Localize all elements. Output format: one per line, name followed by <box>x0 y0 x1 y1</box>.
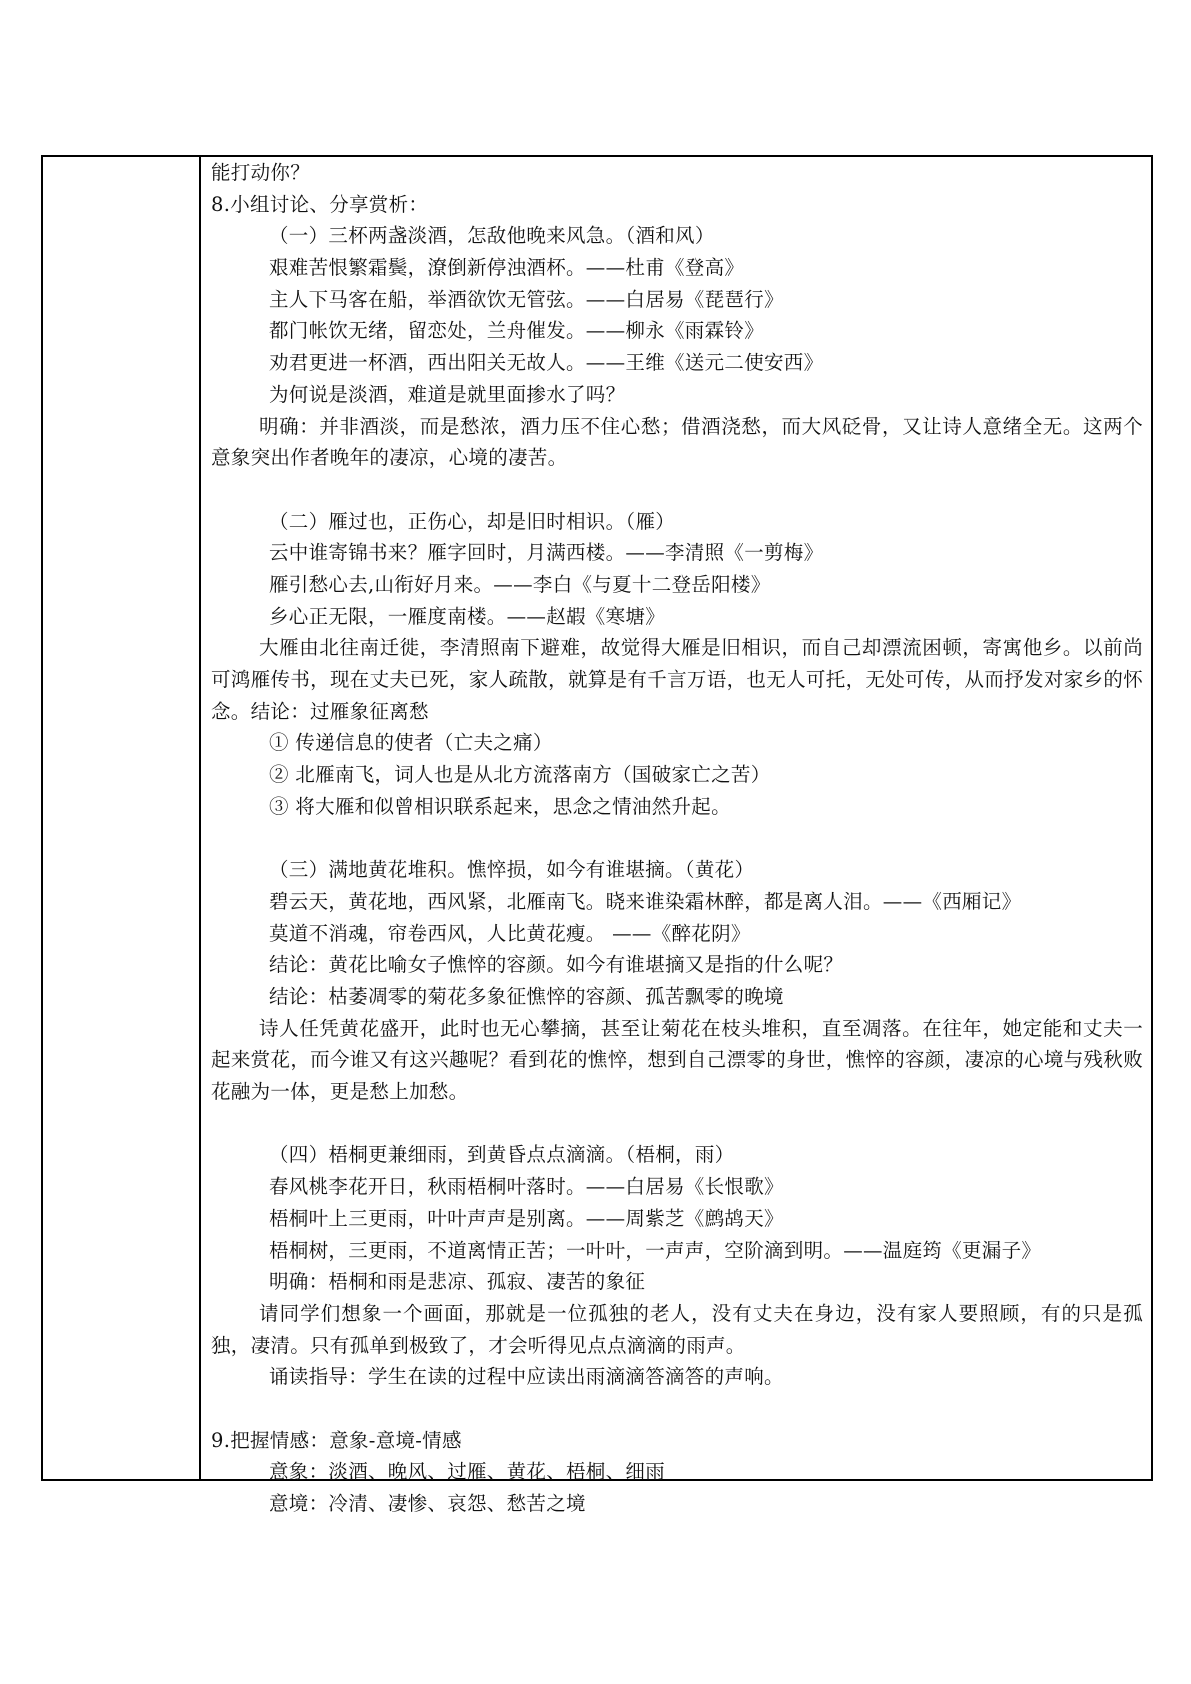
spacer <box>211 1393 1143 1425</box>
conclusion-text: 结论：枯萎凋零的菊花多象征憔悴的容颜、孤苦飘零的晚境 <box>269 984 784 1008</box>
clarification-text: 明确：梧桐和雨是悲凉、孤寂、凄苦的象征 <box>269 1270 646 1294</box>
table-content-cell <box>201 157 1151 1516</box>
reading-guide-text: 诵读指导：学生在读的过程中应读出雨滴滴答滴答的声响。 <box>269 1365 784 1389</box>
list-item: ② 北雁南飞，词人也是从北方流落南方（国破家亡之苦） <box>269 763 771 787</box>
poem-quote: 雁引愁心去,山衔好月来。——李白《与夏十二登岳阳楼》 <box>269 572 771 596</box>
section-heading: 8.小组讨论、分享赏析： <box>211 192 429 216</box>
poem-quote: 主人下马客在船，举酒欲饮无管弦。——白居易《琵琶行》 <box>269 287 784 311</box>
paragraph-text: 请同学们想象一个画面，那就是一位孤独的老人，没有丈夫在身边，没有家人要照顾，有的只是孤独，凄清。只有孤单到极致了，才会听得见点点滴滴的雨声。 <box>211 1301 1143 1357</box>
poem-quote: 碧云天，黄花地，西风紧，北雁南飞。晓来谁染霜林醉，都是离人泪。——《西厢记》 <box>269 889 1022 913</box>
text-line: 能打动你？ <box>211 161 311 184</box>
subheading-yellow-flowers: （三）满地黄花堆积。憔悴损，如今有谁堪摘。（黄花） <box>269 858 755 882</box>
poem-quote: 梧桐树，三更雨，不道离情正苦；一叶叶，一声声，空阶滴到明。——温庭筠《更漏子》 <box>269 1238 1042 1262</box>
poem-quote: 梧桐叶上三更雨，叶叶声声是别离。——周紫芝《鹧鸪天》 <box>269 1206 784 1230</box>
subheading-goose: （二）雁过也，正伤心，却是旧时相识。（雁） <box>269 509 676 533</box>
poem-quote: 劝君更进一杯酒，西出阳关无故人。——王维《送元二使安西》 <box>269 351 824 375</box>
poem-quote: 云中谁寄锦书来？雁字回时，月满西楼。——李清照《一剪梅》 <box>269 541 824 565</box>
list-item: ① 传递信息的使者（亡夫之痛） <box>269 731 553 755</box>
list-item: ③ 将大雁和似曾相识联系起来，思念之情油然升起。 <box>269 794 731 818</box>
spacer <box>211 474 1143 506</box>
subheading-wine-wind: （一）三杯两盏淡酒，怎敌他晚来风急。（酒和风） <box>269 224 715 248</box>
poem-quote: 乡心正无限，一雁度南楼。——赵嘏《寒塘》 <box>269 604 666 628</box>
spacer <box>211 823 1143 855</box>
poem-quote: 莫道不消魂，帘卷西风，人比黄花瘦。 ——《醉花阴》 <box>269 921 751 945</box>
conclusion-text: 结论：黄花比喻女子憔悴的容颜。如今有谁堪摘又是指的什么呢？ <box>269 953 844 977</box>
question-text: 为何说是淡酒，难道是就里面掺水了吗？ <box>269 382 626 406</box>
poem-quote: 都门帐饮无绪，留恋处，兰舟催发。——柳永《雨霖铃》 <box>269 319 765 343</box>
poem-quote: 艰难苦恨繁霜鬓，潦倒新停浊酒杯。——杜甫《登高》 <box>269 256 745 280</box>
paragraph-text: 诗人任凭黄花盛开，此时也无心攀摘，甚至让菊花在枝头堆积，直至凋落。在往年，她定能和丈夫一起来赏花，而今谁又有这兴趣呢？看到花的憔悴，想到自己漂零的身世，憔悴的容颜，凄凉的心境与残秋败花融为一体，更是愁上加愁。 <box>211 1016 1143 1104</box>
imagery-text: 意象：淡酒、晚风、过雁、黄花、梧桐、细雨 <box>269 1460 666 1484</box>
table-left-column <box>43 157 201 1479</box>
mood-text: 意境：冷清、凄惨、哀怨、愁苦之境 <box>269 1492 586 1516</box>
section-heading: 9.把握情感：意象-意境-情感 <box>211 1428 462 1452</box>
paragraph-text: 明确：并非酒淡，而是愁浓，酒力压不住心愁；借酒浇愁，而大风砭骨，又让诗人意绪全无。这两个意象突出作者晚年的凄凉，心境的凄苦。 <box>211 414 1143 470</box>
spacer <box>211 1108 1143 1140</box>
paragraph-text: 大雁由北往南迁徙，李清照南下避难，故觉得大雁是旧相识，而自己却漂流困顿，寄寓他乡。以前尚可鸿雁传书，现在丈夫已死，家人疏散，就算是有千言万语，也无人可托，无处可传，从而抒发对家乡的怀念。结论：过雁象征离愁 <box>211 636 1143 723</box>
subheading-parasol-rain: （四）梧桐更兼细雨，到黄昏点点滴滴。（梧桐，雨） <box>269 1143 735 1167</box>
lesson-table <box>41 155 1153 1516</box>
poem-quote: 春风桃李花开日，秋雨梧桐叶落时。——白居易《长恨歌》 <box>269 1175 784 1199</box>
